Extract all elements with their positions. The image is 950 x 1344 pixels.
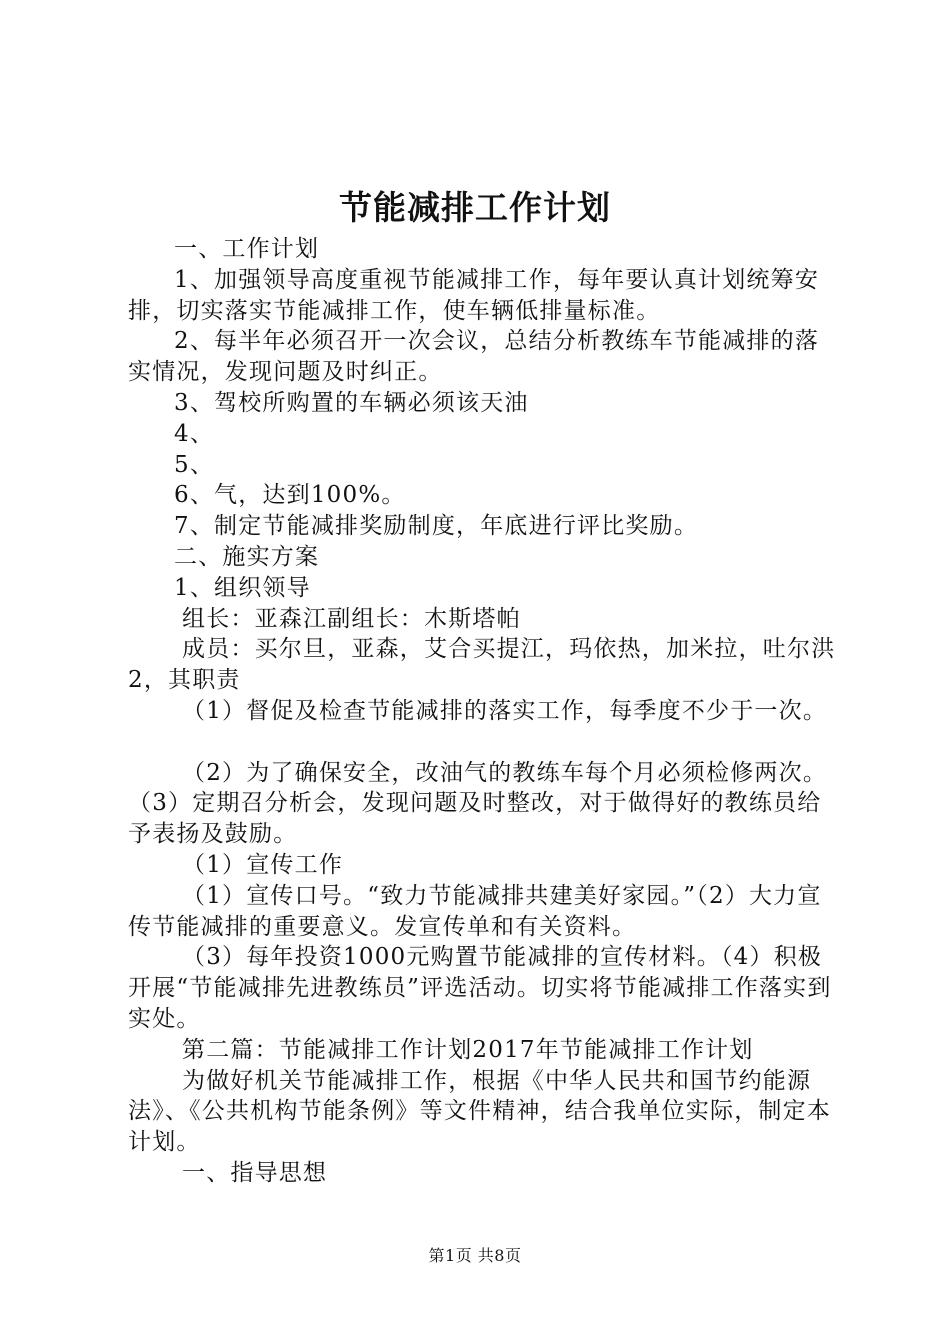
- paragraph: （1）宣传口号。“致力节能减排共建美好家园。”（2）大力宣传节能减排的重要意义。发宣传单和有关资料。: [128, 882, 822, 940]
- section-heading: 二、施实方案: [174, 543, 320, 570]
- paragraph: 4、: [174, 420, 215, 447]
- section-heading: 一、工作计划: [174, 236, 320, 262]
- paragraph: 为做好机关节能减排工作，根据《中华人民共和国节约能源法》、《公共机构节能条例》等文件精神，结合我单位实际，制定本计划。: [128, 1067, 831, 1156]
- section-heading: 一、指导思想: [182, 1159, 328, 1186]
- paragraph: 第二篇：节能减排工作计划2017年节能减排工作计划: [182, 1036, 754, 1063]
- paragraph: 5、: [174, 451, 215, 478]
- paragraph: 3、驾校所购置的车辆必须该天油: [174, 389, 529, 416]
- paragraph: （1）督促及检查节能减排的落实工作，每季度不少于一次。: [182, 697, 828, 724]
- paragraph: 成员：买尔旦，亚森，艾合买提江，玛依热，加米拉，吐尔洪2，其职责: [128, 636, 836, 694]
- blank-line: [128, 727, 838, 758]
- paragraph: 6、气，达到100%。: [174, 482, 406, 509]
- page-number: 第1页 共8页: [428, 1246, 522, 1265]
- paragraph: （3）每年投资1000元购置节能减排的宣传材料。（4）积极开展“节能减排先进教练员”评选活动。切实将节能减排工作落实到实处。: [128, 944, 832, 1032]
- paragraph: 1、组织领导: [174, 574, 311, 601]
- document-title: 节能减排工作计划: [339, 188, 611, 227]
- paragraph: （3）定期召分析会，发现问题及时整改，对于做得好的教练员给予表扬及鼓励。: [128, 790, 822, 848]
- paragraph: （2）为了确保安全，改油气的教练车每个月必须检修两次。: [182, 759, 828, 786]
- paragraph: 1、加强领导高度重视节能减排工作，每年要认真计划统筹安排，切实落实节能减排工作，使车辆低排量标准。: [128, 266, 820, 324]
- document-body: [128, 234, 838, 1189]
- paragraph: 2、每半年必须召开一次会议，总结分析教练车节能减排的落实情况，发现问题及时纠正。: [128, 328, 820, 386]
- paragraph: 7、制定节能减排奖励制度，年底进行评比奖励。: [174, 513, 699, 540]
- paragraph: （1）宣传工作: [182, 851, 344, 878]
- paragraph: 组长：亚森江副组长：木斯塔帕: [182, 605, 521, 632]
